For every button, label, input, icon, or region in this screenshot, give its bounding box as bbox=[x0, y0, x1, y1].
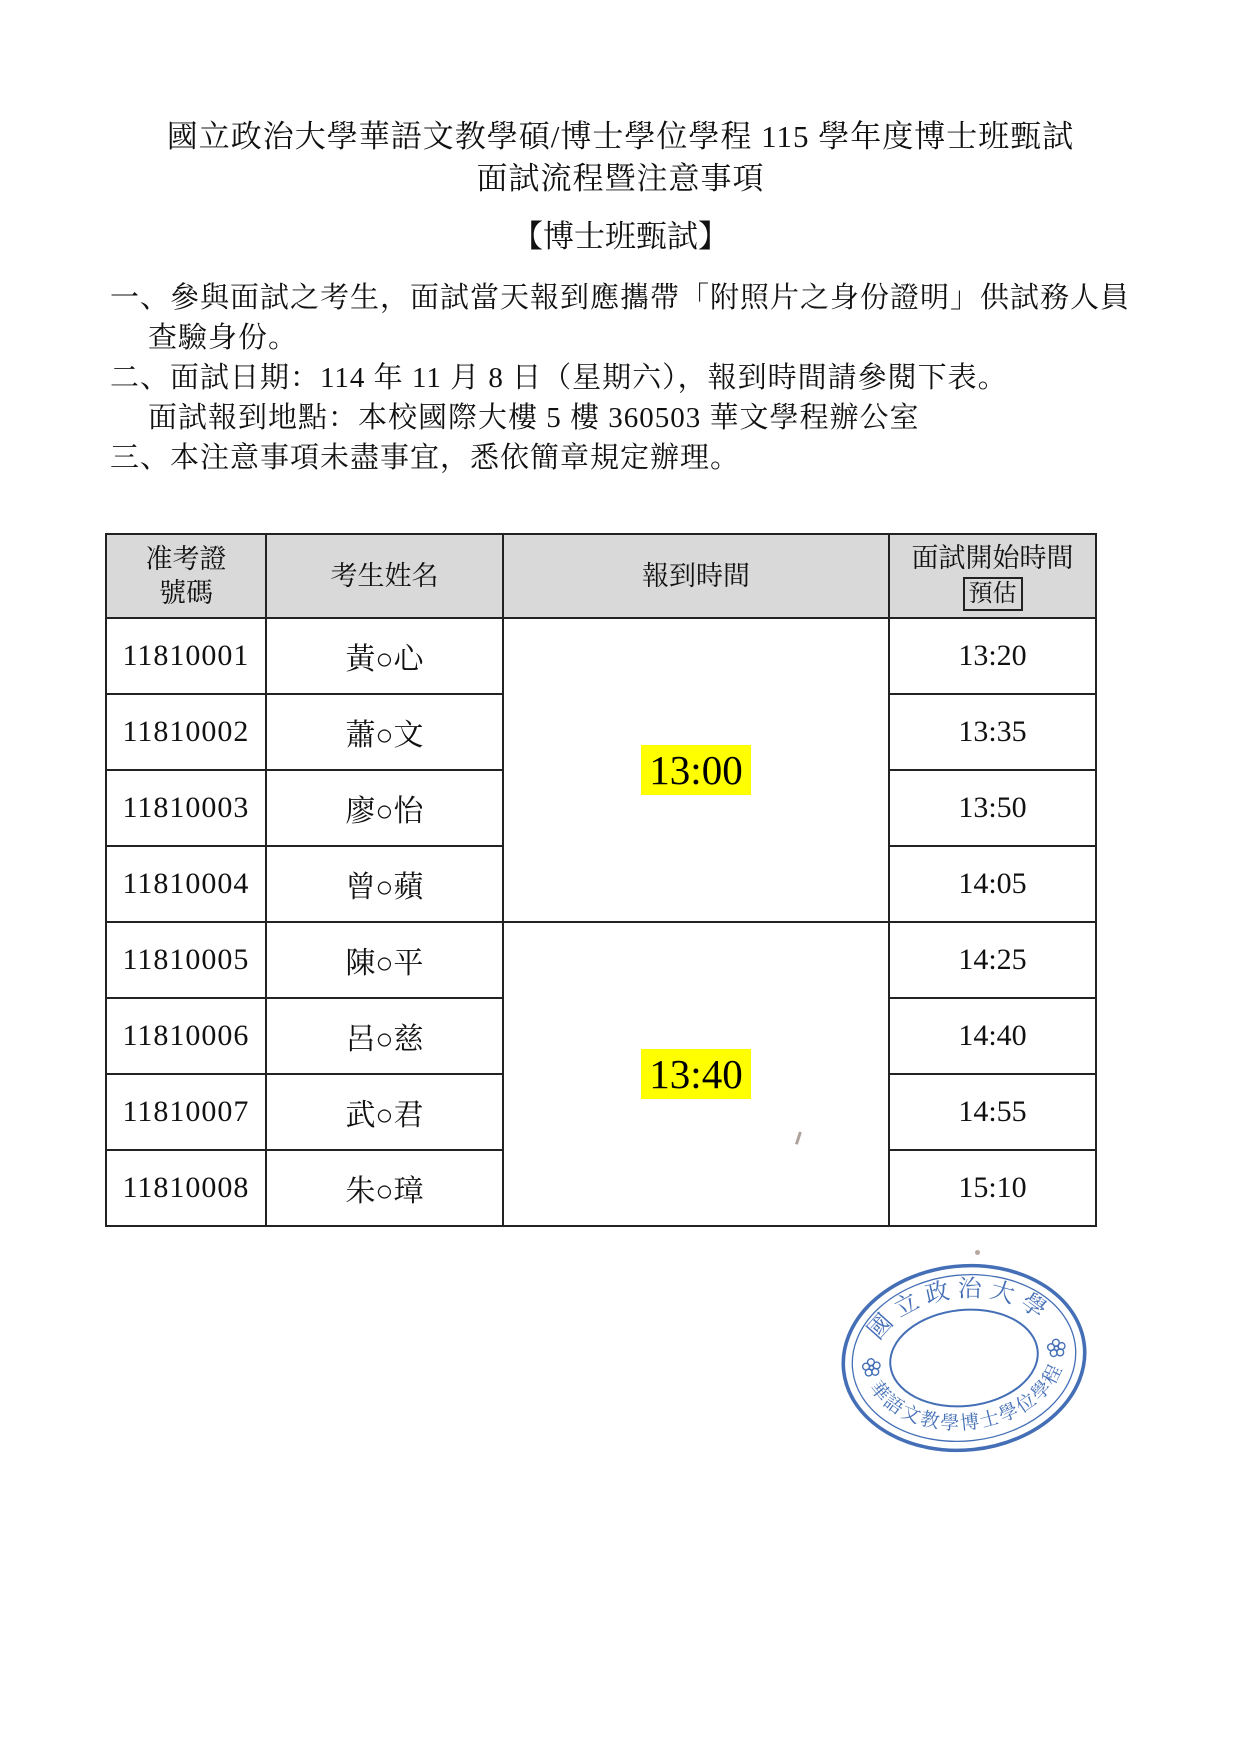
highlighted-checkin-time: 13:00 bbox=[641, 745, 750, 795]
interview-start-time: 13:35 bbox=[889, 694, 1096, 770]
admission-number: 11810004 bbox=[106, 846, 266, 922]
plum-blossom-icon bbox=[1047, 1338, 1066, 1357]
admission-number: 11810005 bbox=[106, 922, 266, 998]
note-line: 一、參與面試之考生，面試當天報到應攜帶「附照片之身份證明」供試務人員 bbox=[110, 282, 1131, 314]
stamp-bottom-text: 華語文教學博士學位學程 bbox=[865, 1360, 1068, 1435]
estimate-badge: 預估 bbox=[963, 577, 1023, 611]
interview-start-time: 14:05 bbox=[889, 846, 1096, 922]
admission-number: 11810003 bbox=[106, 770, 266, 846]
table-row bbox=[106, 618, 1096, 694]
header-checkin-time: 報到時間 bbox=[503, 534, 889, 618]
highlighted-checkin-time: 13:40 bbox=[641, 1049, 750, 1099]
candidate-name: 陳○平 bbox=[266, 922, 503, 998]
candidate-name: 武○君 bbox=[266, 1074, 503, 1150]
candidate-name: 朱○璋 bbox=[266, 1150, 503, 1226]
checkin-time-cell-group1 bbox=[503, 618, 889, 922]
admission-number: 11810007 bbox=[106, 1074, 266, 1150]
candidate-name: 蕭○文 bbox=[266, 694, 503, 770]
candidate-name: 曾○蘋 bbox=[266, 846, 503, 922]
document-title bbox=[0, 0, 1241, 200]
university-stamp bbox=[836, 1258, 1092, 1458]
table-header-row bbox=[106, 534, 1096, 618]
title-line-2: 面試流程暨注意事項 bbox=[476, 161, 765, 196]
checkin-time-cell-group2 bbox=[503, 922, 889, 1226]
note-line: 查驗身份。 bbox=[148, 322, 299, 354]
interview-start-time: 14:25 bbox=[889, 922, 1096, 998]
svg-text:華語文教學博士學位學程 bbox=[864, 1358, 1073, 1444]
interview-start-time: 14:40 bbox=[889, 998, 1096, 1074]
candidate-name: 呂○慈 bbox=[266, 998, 503, 1074]
header-candidate-name: 考生姓名 bbox=[266, 534, 503, 618]
interview-start-time: 13:50 bbox=[889, 770, 1096, 846]
section-heading: 【博士班甄試】 bbox=[512, 219, 729, 254]
stamp-top-text: 國立政治大學 bbox=[863, 1276, 1057, 1345]
admission-number: 11810006 bbox=[106, 998, 266, 1074]
interview-schedule-table bbox=[105, 533, 1097, 1227]
header-interview-start-time: 面試開始時間 預估 bbox=[889, 534, 1096, 618]
scan-artifact bbox=[975, 1250, 980, 1255]
admission-number: 11810002 bbox=[106, 694, 266, 770]
admission-number: 11810001 bbox=[106, 618, 266, 694]
admission-number: 11810008 bbox=[106, 1150, 266, 1226]
interview-start-time: 15:10 bbox=[889, 1150, 1096, 1226]
title-line-1: 國立政治大學華語文教學碩/博士學位學程 115 學年度博士班甄試 bbox=[166, 119, 1075, 154]
candidate-name: 黃○心 bbox=[266, 618, 503, 694]
note-line: 二、面試日期：114 年 11 月 8 日（星期六），報到時間請參閱下表。 bbox=[110, 362, 1008, 394]
plum-blossom-icon bbox=[862, 1358, 881, 1377]
note-line: 三、本注意事項未盡事宜，悉依簡章規定辦理。 bbox=[110, 442, 741, 474]
header-admission-number: 准考證 號碼 bbox=[106, 534, 266, 618]
note-line: 面試報到地點：本校國際大樓 5 樓 360503 華文學程辦公室 bbox=[148, 402, 920, 434]
interview-start-time: 14:55 bbox=[889, 1074, 1096, 1150]
table-row bbox=[106, 922, 1096, 998]
notes-list bbox=[0, 278, 1241, 478]
candidate-name: 廖○怡 bbox=[266, 770, 503, 846]
interview-start-time: 13:20 bbox=[889, 618, 1096, 694]
